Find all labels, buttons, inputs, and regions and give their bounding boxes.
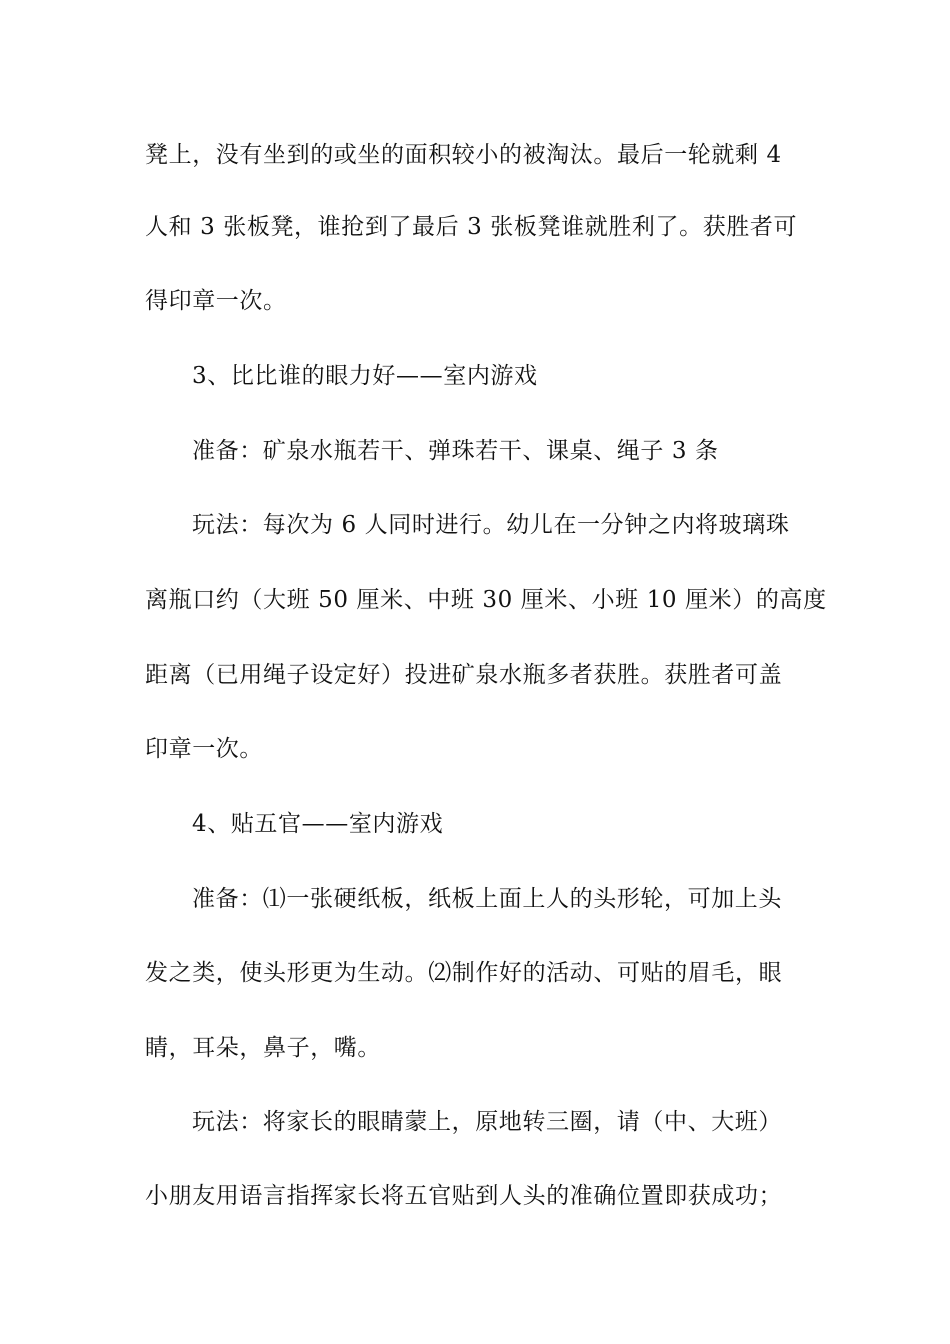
section-heading: 3、比比谁的眼力好——室内游戏 [192, 363, 538, 389]
paragraph-line: 凳上，没有坐到的或坐的面积较小的被淘汰。最后一轮就剩 4 [145, 142, 782, 168]
paragraph-line: 印章一次。 [145, 736, 263, 762]
paragraph-line: 准备：⑴一张硬纸板，纸板上面上人的头形轮，可加上头 [192, 886, 782, 912]
paragraph-line: 距离（已用绳子设定好）投进矿泉水瓶多者获胜。获胜者可盖 [145, 662, 783, 688]
paragraph-line: 发之类，使头形更为生动。⑵制作好的活动、可贴的眉毛，眼 [145, 960, 783, 986]
paragraph-line: 玩法：每次为 6 人同时进行。幼儿在一分钟之内将玻璃珠 [192, 512, 790, 538]
paragraph-line: 离瓶口约（大班 50 厘米、中班 30 厘米、小班 10 厘米）的高度 [145, 587, 827, 613]
paragraph-line: 人和 3 张板凳，谁抢到了最后 3 张板凳谁就胜利了。获胜者可 [145, 214, 798, 240]
paragraph-line: 得印章一次。 [145, 288, 287, 314]
paragraph-line: 睛，耳朵，鼻子，嘴。 [145, 1035, 381, 1061]
paragraph-line: 小朋友用语言指挥家长将五官贴到人头的准确位置即获成功； [145, 1183, 783, 1209]
paragraph-line: 准备：矿泉水瓶若干、弹珠若干、课桌、绳子 3 条 [192, 438, 719, 464]
paragraph-line: 玩法：将家长的眼睛蒙上，原地转三圈，请（中、大班） [192, 1109, 782, 1135]
section-heading: 4、贴五官——室内游戏 [192, 811, 444, 837]
